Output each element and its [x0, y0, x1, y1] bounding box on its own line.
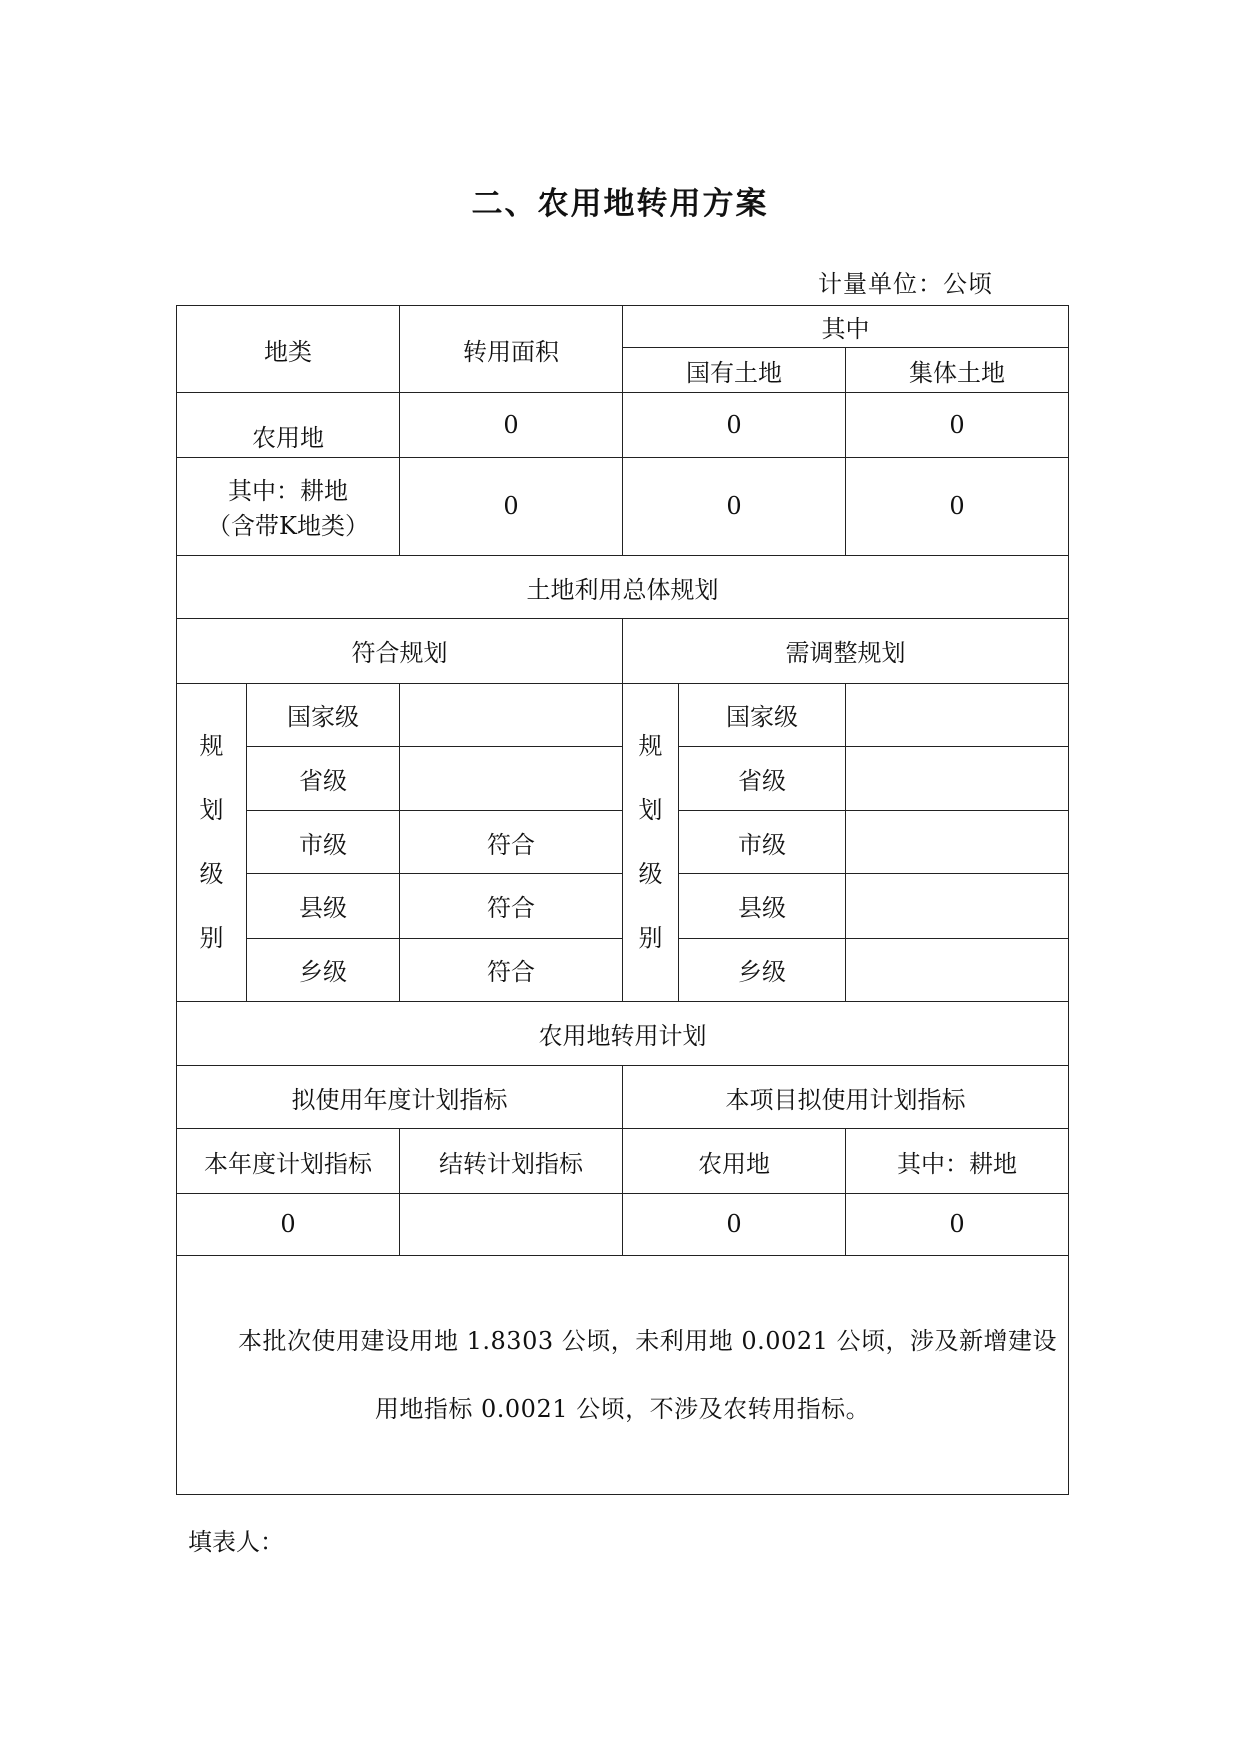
- adjust-county-value: [846, 874, 1069, 938]
- note-text: 本批次使用建设用地 1.8303 公顷，未利用地 0.0021 公顷，涉及新增建设用地指标 0.0021 公顷，不涉及农转用指标。: [238, 1326, 1057, 1423]
- overall-plan-heading-row: [177, 556, 1069, 619]
- conversion-plan-heading-row: [177, 1001, 1069, 1065]
- plan-level-row: [177, 683, 1069, 746]
- col-agricultural: 农用地: [623, 1129, 846, 1193]
- note-cell: [177, 1255, 1069, 1494]
- cultivated-label-line2: （含带K地类）: [207, 512, 369, 541]
- annual-plan-heading: 拟使用年度计划指标: [177, 1066, 623, 1129]
- adjust-provincial-value: [846, 746, 1069, 810]
- level-provincial-left: 省级: [247, 746, 400, 810]
- page-title: 二、农用地转用方案: [471, 186, 769, 222]
- level-national-left: 国家级: [247, 683, 400, 746]
- agricultural-collective-land: 0: [846, 393, 1069, 457]
- conversion-plan-values-row: [177, 1193, 1069, 1255]
- unit-label: 计量单位：公顷: [818, 270, 993, 298]
- conversion-plan-heading: 农用地转用计划: [177, 1001, 1069, 1065]
- vertical-char: 级: [638, 860, 663, 889]
- vertical-char: 别: [199, 924, 224, 953]
- plan-subheading-row: [177, 619, 1069, 683]
- agricultural-label: 农用地: [177, 393, 400, 457]
- adjust-national-value: [846, 683, 1069, 746]
- plan-level-vertical-label-right: [623, 683, 679, 1001]
- conforming-national-value: [400, 683, 623, 746]
- plan-level-vertical-label-left: [177, 683, 247, 1001]
- cultivated-converted-area: 0: [400, 457, 623, 555]
- adjust-township-value: [846, 938, 1069, 1001]
- cultivated-collective-land: 0: [846, 457, 1069, 555]
- val-carryover: [400, 1193, 623, 1255]
- header-row-1: [177, 306, 1069, 348]
- project-plan-heading: 本项目拟使用计划指标: [623, 1066, 1069, 1129]
- cultivated-label: [177, 457, 400, 555]
- header-state-land: 国有土地: [623, 348, 846, 393]
- conversion-plan-table: [176, 305, 1069, 1495]
- level-township-left: 乡级: [247, 938, 400, 1001]
- row-agricultural: [177, 393, 1069, 457]
- col-carryover: 结转计划指标: [400, 1129, 623, 1193]
- conforming-municipal-value: 符合: [400, 811, 623, 874]
- conforming-township-value: 符合: [400, 938, 623, 1001]
- header-land-type: 地类: [177, 306, 400, 393]
- header-converted-area: 转用面积: [400, 306, 623, 393]
- vertical-char: 规: [199, 732, 224, 761]
- conversion-plan-columns-row: [177, 1129, 1069, 1193]
- filler-label: 填表人：: [188, 1528, 284, 1556]
- agricultural-converted-area: 0: [400, 393, 623, 457]
- conversion-plan-subheading-row: [177, 1066, 1069, 1129]
- col-cultivated: 其中：耕地: [846, 1129, 1069, 1193]
- overall-plan-heading: 土地利用总体规划: [177, 556, 1069, 619]
- vertical-char: 划: [638, 796, 663, 825]
- header-of-which: 其中: [623, 306, 1069, 348]
- level-county-left: 县级: [247, 874, 400, 938]
- val-cultivated: 0: [846, 1193, 1069, 1255]
- level-county-right: 县级: [679, 874, 846, 938]
- val-agricultural: 0: [623, 1193, 846, 1255]
- row-cultivated: [177, 457, 1069, 555]
- note-row: [177, 1255, 1069, 1494]
- level-municipal-right: 市级: [679, 811, 846, 874]
- level-provincial-right: 省级: [679, 746, 846, 810]
- conforming-plan-heading: 符合规划: [177, 619, 623, 683]
- vertical-char: 级: [199, 860, 224, 889]
- adjust-municipal-value: [846, 811, 1069, 874]
- vertical-char: 别: [638, 924, 663, 953]
- level-national-right: 国家级: [679, 683, 846, 746]
- val-this-year: 0: [177, 1193, 400, 1255]
- cultivated-label-line1: 其中：耕地: [228, 477, 348, 506]
- cultivated-state-land: 0: [623, 457, 846, 555]
- header-collective-land: 集体土地: [846, 348, 1069, 393]
- agricultural-state-land: 0: [623, 393, 846, 457]
- conforming-provincial-value: [400, 746, 623, 810]
- level-township-right: 乡级: [679, 938, 846, 1001]
- vertical-char: 规: [638, 732, 663, 761]
- conforming-county-value: 符合: [400, 874, 623, 938]
- level-municipal-left: 市级: [247, 811, 400, 874]
- vertical-char: 划: [199, 796, 224, 825]
- adjust-plan-heading: 需调整规划: [623, 619, 1069, 683]
- col-this-year: 本年度计划指标: [177, 1129, 400, 1193]
